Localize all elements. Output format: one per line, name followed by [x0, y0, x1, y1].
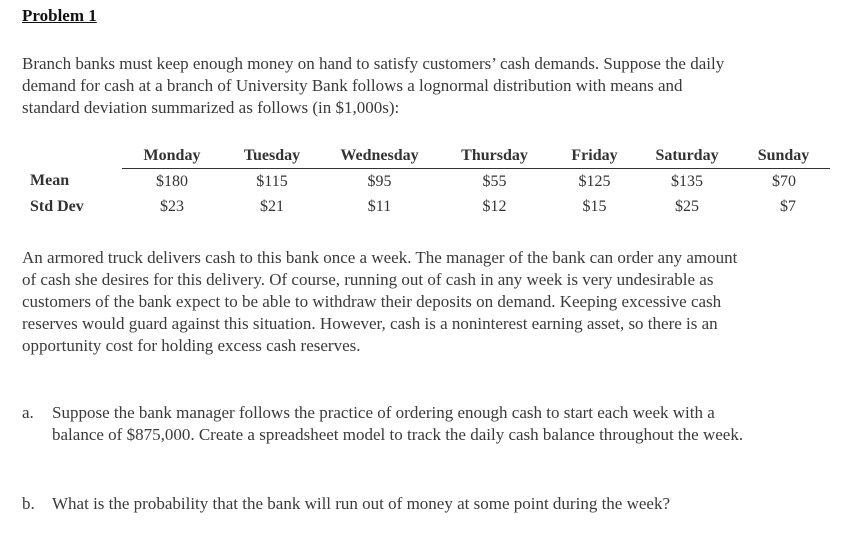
item-marker: b.: [22, 494, 35, 513]
row-label: Mean: [30, 172, 70, 190]
header-day: Saturday: [637, 144, 737, 169]
header-day: Wednesday: [322, 144, 437, 169]
header-blank: [22, 144, 122, 169]
table-cell: $95: [367, 172, 392, 190]
armored-truck-paragraph: An armored truck delivers cash to this bank once a week. The manager of the bank can order any amount of cash she desires for this delivery. Of course, running out of cash in any week is very undesirable as customers of the bank expect to be able to withdraw their deposits on demand. Keeping excessive cash reserves would guard against this situation. However, cash is a noninterest earning asset, so there is an opportunity cost for holding excess cash reserves.: [22, 248, 738, 355]
table-cell: $55: [482, 172, 507, 190]
item-text: Suppose the bank manager follows the practice of ordering enough cash to start each week with a balance of $875,000. Create a spreadsheet model to track the daily cash balance throughout the week.: [52, 403, 744, 444]
table-cell: $21: [260, 197, 284, 215]
table-row-std-dev: [22, 194, 830, 219]
table-cell: $135: [671, 172, 703, 190]
table-cell: $15: [582, 197, 607, 215]
table-cell: $12: [482, 197, 507, 215]
table-cell: $70: [772, 172, 796, 190]
table-cell: $11: [367, 197, 392, 215]
row-label: Std Dev: [30, 197, 84, 215]
header-day: Thursday: [437, 144, 552, 169]
table-cell: $115: [256, 172, 288, 190]
intro-paragraph: Branch banks must keep enough money on hand to satisfy customers’ cash demands. Suppose the daily demand for cash at a branch of University Bank follows a lognormal distribution with means and standard deviation summarized as follows (in $1,000s):: [22, 54, 725, 117]
header-day: Friday: [552, 144, 637, 169]
table-cell: $25: [675, 197, 699, 215]
item-marker: a.: [22, 403, 34, 422]
header-day: Tuesday: [222, 144, 322, 169]
table-cell: $7: [780, 197, 796, 215]
question-item-b: [22, 493, 752, 515]
cash-demand-table: [22, 144, 830, 219]
table-cell: $180: [156, 172, 188, 190]
header-day: Monday: [122, 144, 222, 169]
item-text: What is the probability that the bank will run out of money at some point during the week?: [52, 494, 671, 513]
problem-title: Problem 1: [22, 6, 97, 25]
question-item-a: [22, 402, 752, 446]
table-header-row: [22, 144, 830, 169]
header-day: Sunday: [737, 144, 830, 169]
table-cell: $125: [578, 172, 611, 190]
table-row-mean: [22, 169, 830, 195]
table-cell: $23: [160, 197, 184, 215]
